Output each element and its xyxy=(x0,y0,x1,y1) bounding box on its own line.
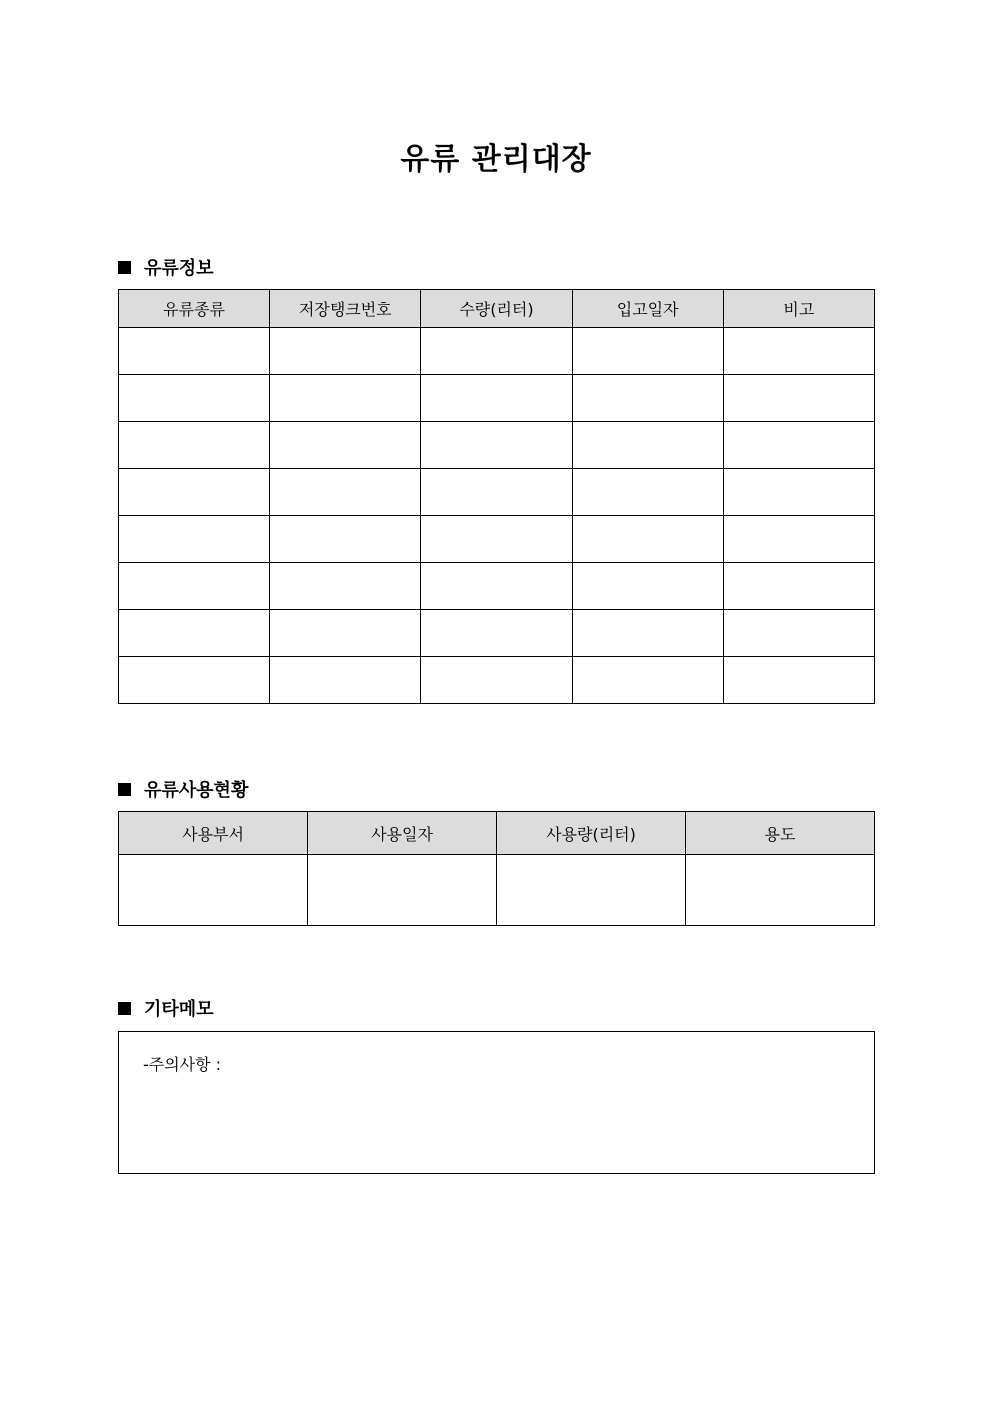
table-header-row xyxy=(119,812,875,855)
table-cell[interactable] xyxy=(421,657,572,704)
column-header-quantity: 수량(리터) xyxy=(421,290,572,328)
table-cell[interactable] xyxy=(119,855,308,926)
table-row xyxy=(119,657,875,704)
oil-info-table-body xyxy=(119,328,875,704)
column-header-receipt-date: 입고일자 xyxy=(572,290,723,328)
column-header-remarks: 비고 xyxy=(723,290,874,328)
section-heading-label: 유류정보 xyxy=(144,258,214,279)
table-cell[interactable] xyxy=(723,563,874,610)
table-cell[interactable] xyxy=(270,422,421,469)
table-cell[interactable] xyxy=(572,563,723,610)
table-cell[interactable] xyxy=(421,469,572,516)
column-header-tank-number: 저장탱크번호 xyxy=(270,290,421,328)
table-cell[interactable] xyxy=(723,422,874,469)
table-row xyxy=(119,422,875,469)
memo-box[interactable] xyxy=(118,1031,875,1174)
table-cell[interactable] xyxy=(572,422,723,469)
table-cell[interactable] xyxy=(572,328,723,375)
table-cell[interactable] xyxy=(497,855,686,926)
table-row xyxy=(119,375,875,422)
oil-info-table xyxy=(118,289,875,704)
table-cell[interactable] xyxy=(119,516,270,563)
column-header-usage-amount: 사용량(리터) xyxy=(497,812,686,855)
table-cell[interactable] xyxy=(421,563,572,610)
table-cell[interactable] xyxy=(421,422,572,469)
table-cell[interactable] xyxy=(421,516,572,563)
table-cell[interactable] xyxy=(572,469,723,516)
table-cell[interactable] xyxy=(119,610,270,657)
table-cell[interactable] xyxy=(572,610,723,657)
column-header-department: 사용부서 xyxy=(119,812,308,855)
table-row xyxy=(119,469,875,516)
usage-table-body xyxy=(119,855,875,926)
section-heading-label: 기타메모 xyxy=(144,999,214,1020)
table-cell[interactable] xyxy=(421,375,572,422)
table-cell[interactable] xyxy=(119,657,270,704)
table-header-row xyxy=(119,290,875,328)
square-bullet-icon xyxy=(118,1002,131,1015)
table-cell[interactable] xyxy=(686,855,875,926)
section-heading-label: 유류사용현황 xyxy=(144,780,249,801)
table-cell[interactable] xyxy=(119,328,270,375)
usage-table xyxy=(118,811,875,926)
table-cell[interactable] xyxy=(270,563,421,610)
table-cell[interactable] xyxy=(270,375,421,422)
table-cell[interactable] xyxy=(572,516,723,563)
table-row xyxy=(119,563,875,610)
square-bullet-icon xyxy=(118,783,131,796)
column-header-purpose: 용도 xyxy=(686,812,875,855)
table-cell[interactable] xyxy=(270,657,421,704)
table-row xyxy=(119,610,875,657)
page-title: 유류 관리대장 xyxy=(400,142,592,177)
section-heading-usage xyxy=(118,776,248,802)
table-cell[interactable] xyxy=(270,516,421,563)
table-cell[interactable] xyxy=(723,375,874,422)
square-bullet-icon xyxy=(118,261,131,274)
table-cell[interactable] xyxy=(723,469,874,516)
table-row xyxy=(119,855,875,926)
table-cell[interactable] xyxy=(270,610,421,657)
table-cell[interactable] xyxy=(119,375,270,422)
table-cell[interactable] xyxy=(308,855,497,926)
table-cell[interactable] xyxy=(270,328,421,375)
table-cell[interactable] xyxy=(572,657,723,704)
table-cell[interactable] xyxy=(723,516,874,563)
table-cell[interactable] xyxy=(421,610,572,657)
table-cell[interactable] xyxy=(723,657,874,704)
column-header-oil-type: 유류종류 xyxy=(119,290,270,328)
table-row xyxy=(119,516,875,563)
table-cell[interactable] xyxy=(270,469,421,516)
table-cell[interactable] xyxy=(572,375,723,422)
table-cell[interactable] xyxy=(421,328,572,375)
table-cell[interactable] xyxy=(119,469,270,516)
section-heading-oil-info xyxy=(118,254,214,280)
table-row xyxy=(119,328,875,375)
table-cell[interactable] xyxy=(723,610,874,657)
table-cell[interactable] xyxy=(119,563,270,610)
table-cell[interactable] xyxy=(119,422,270,469)
column-header-usage-date: 사용일자 xyxy=(308,812,497,855)
memo-caution-label: -주의사항 : xyxy=(143,1055,222,1074)
section-heading-memo xyxy=(118,995,214,1021)
table-cell[interactable] xyxy=(723,328,874,375)
